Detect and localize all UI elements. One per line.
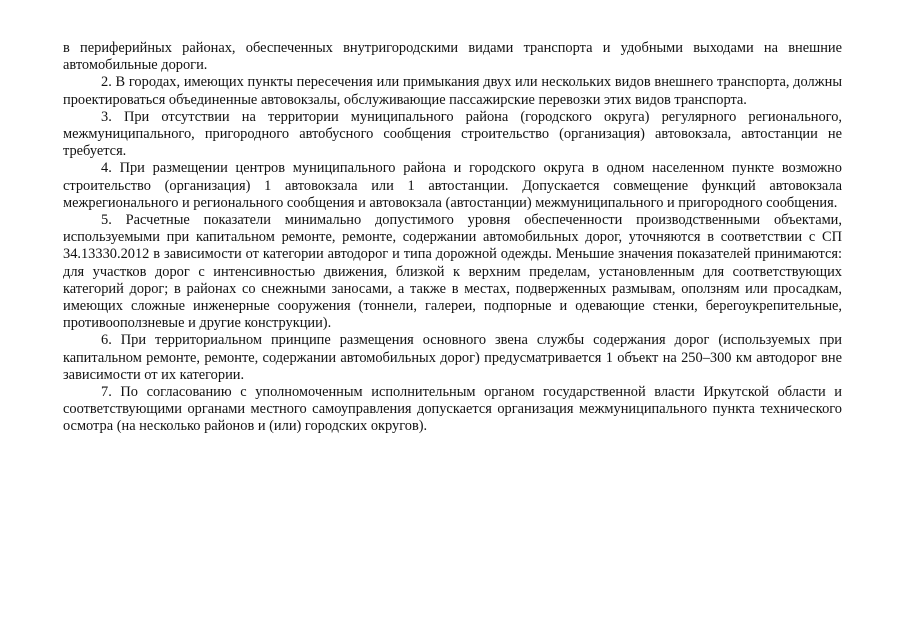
document-page bbox=[63, 40, 842, 436]
paragraph-continuation: в периферийных районах, обеспеченных внутригородскими видами транспорта и удобными выходами на внешние автомобильные дороги. bbox=[63, 40, 842, 74]
paragraph-item-6: 6. При территориальном принципе размещения основного звена службы содержания дорог (используемых при капитальном ремонте, ремонте, содержании автомобильных дорог) предусматривается 1 объект на 250–300 км автодорог вне зависимости от их категории. bbox=[63, 332, 842, 383]
paragraph-item-7: 7. По согласованию с уполномоченным исполнительным органом государственной власти Иркутской области и соответствующими органами местного самоуправления допускается организация межмуниципального пункта технического осмотра (на несколько районов и (или) городских округов). bbox=[63, 384, 842, 435]
paragraph-item-5: 5. Расчетные показатели минимально допустимого уровня обеспеченности производственными объектами, используемыми при капитальном ремонте, ремонте, содержании автомобильных дорог, уточняются в соответствии с СП 34.13330.2012 в зависимости от категории автодорог и типа дорожной одежды. Меньшие значения показателей принимаются: для участков дорог с интенсивностью движения, близкой к верхним пределам, установленным для соответствующих категорий дорог; в районах со снежными заносами, а также в местах, подверженных размывам, оползням или просадкам, имеющих сложные инженерные сооружения (тоннели, галереи, подпорные и одевающие стенки, берегоукрепительные, противооползневые и другие конструкции). bbox=[63, 212, 842, 332]
paragraph-item-3: 3. При отсутствии на территории муниципального района (городского округа) регулярного регионального, межмуниципального, пригородного автобусного сообщения строительство (организация) автовокзала, автостанции не требуется. bbox=[63, 108, 842, 160]
paragraph-item-2: 2. В городах, имеющих пункты пересечения или примыкания двух или нескольких видов внешнего транспорта, должны проектироваться объединенные автовокзалы, обслуживающие пассажирские перевозки этих видов транспорта. bbox=[63, 74, 842, 108]
paragraph-item-4: 4. При размещении центров муниципального района и городского округа в одном населенном пункте возможно строительство (организация) 1 автовокзала или 1 автостанции. Допускается совмещение функций автовокзала межрегионального и регионального сообщения и автовокзала (автостанции) межмуниципального и пригородного сообщения. bbox=[63, 160, 842, 211]
